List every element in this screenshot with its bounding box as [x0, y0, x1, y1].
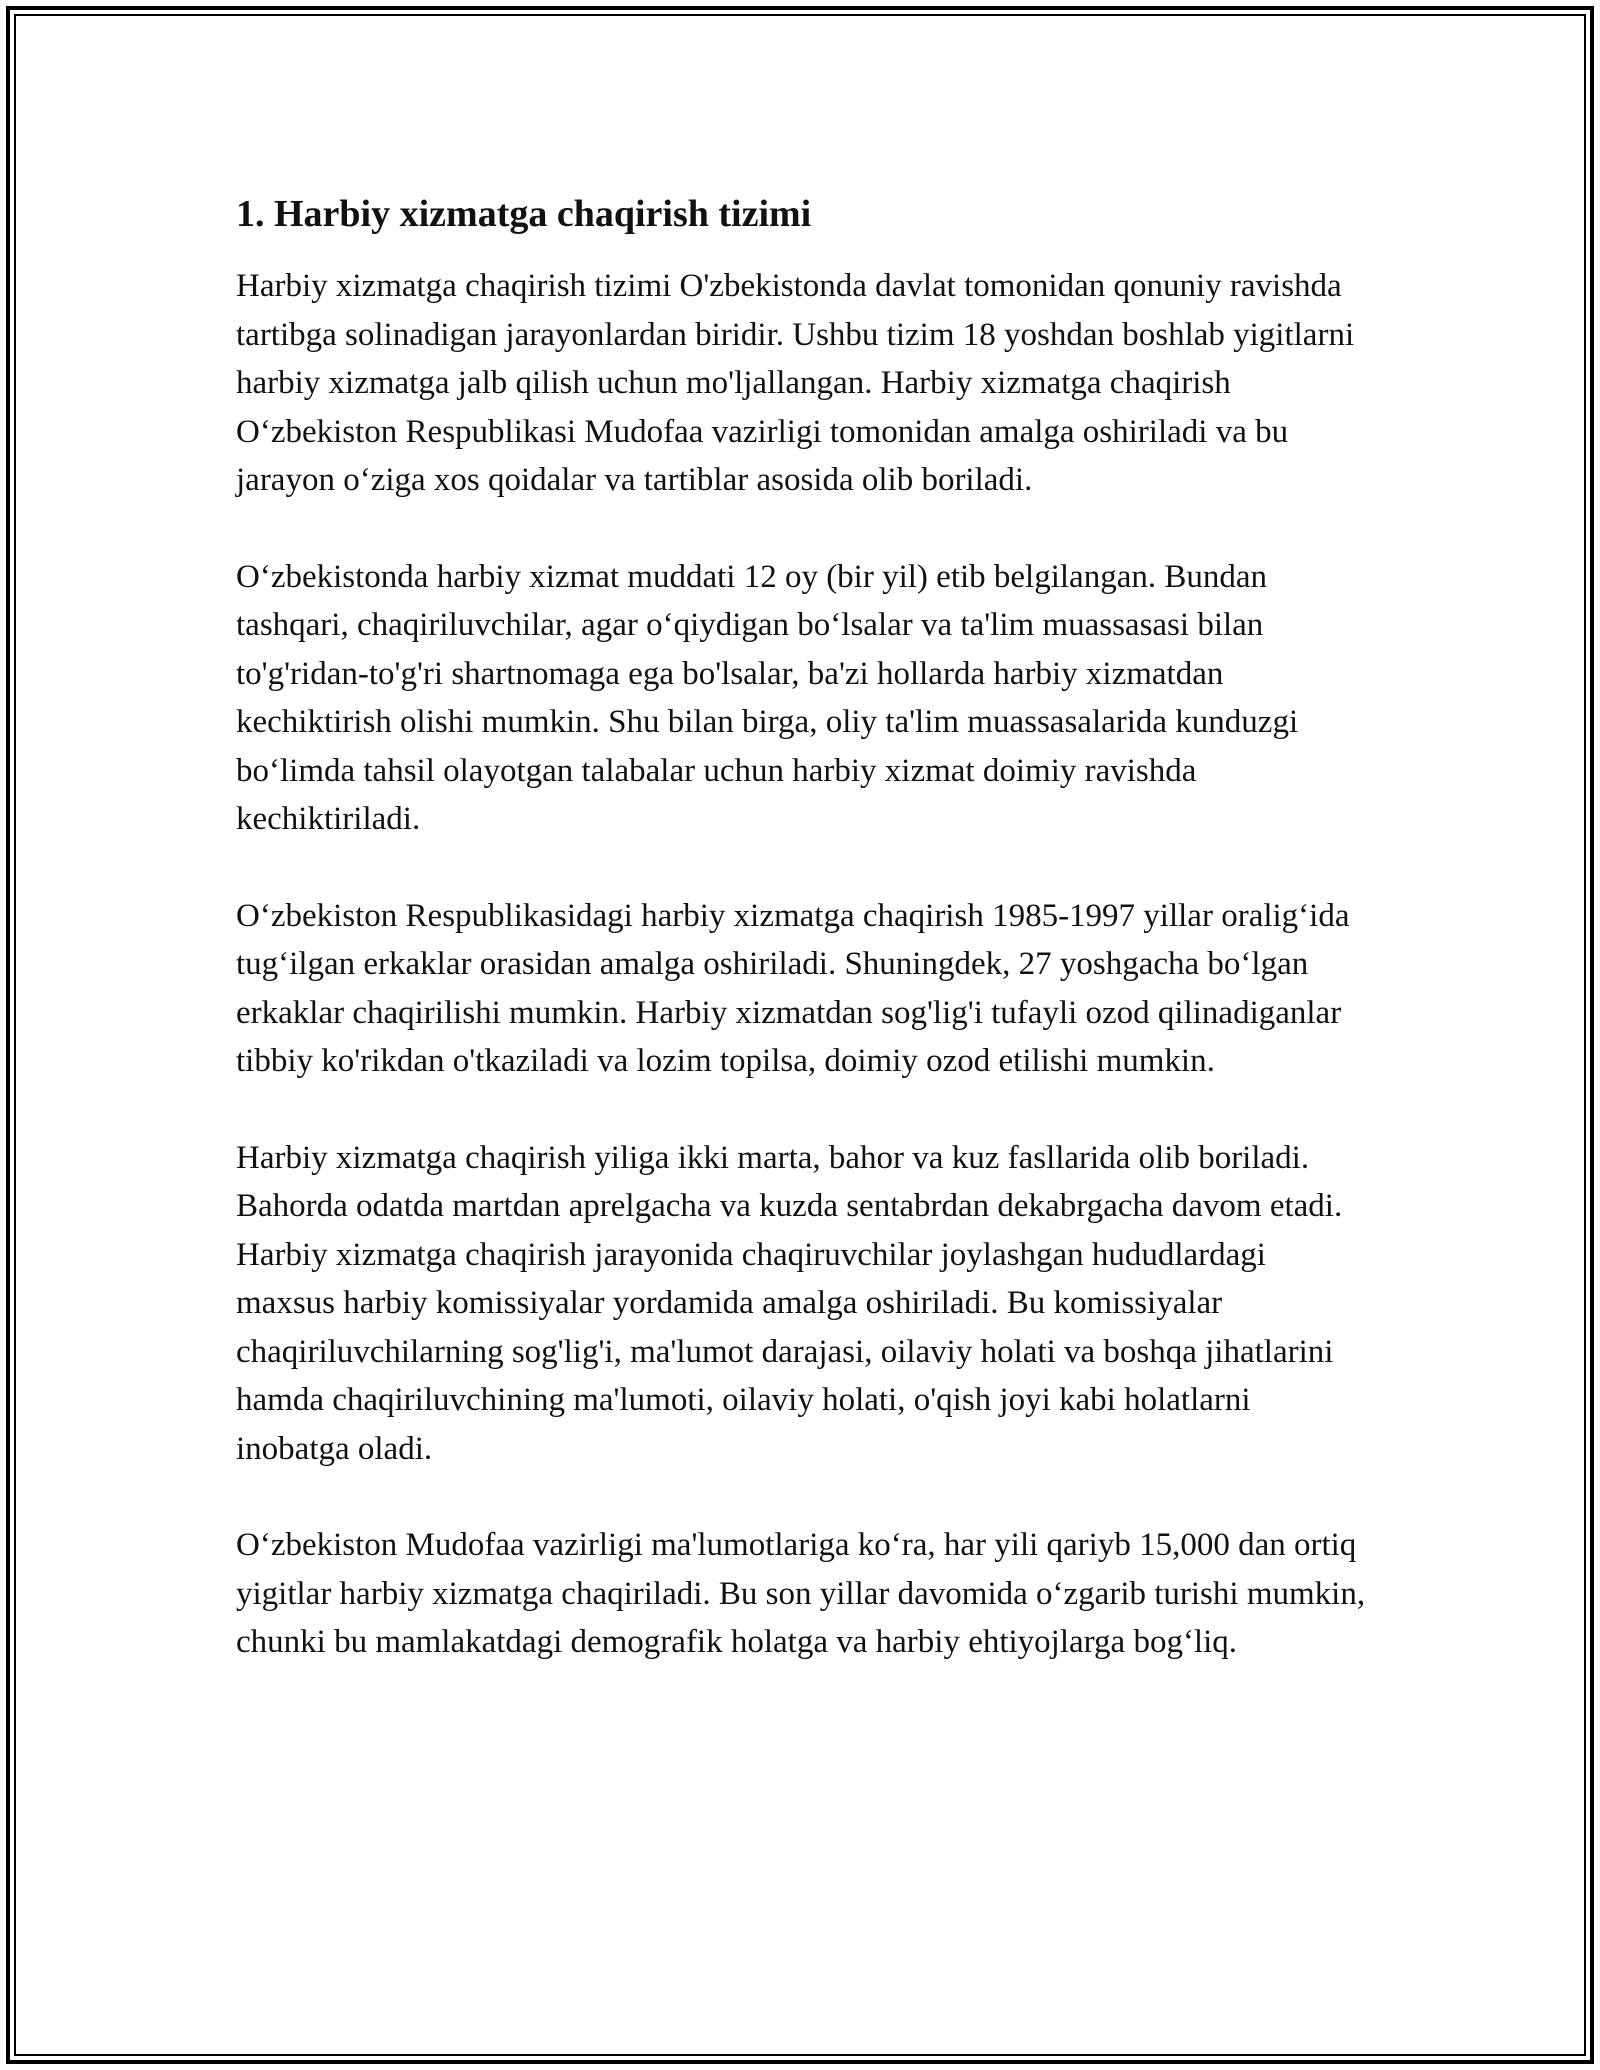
paragraph-1: Harbiy xizmatga chaqirish tizimi O'zbekistonda davlat tomonidan qonuniy ravishda tartibga solinadigan jarayonlardan biridir. Ushbu tizim 18 yoshdan boshlab yigitlarni harbiy xizmatga jalb qilish uchun mo'ljallangan. Harbiy xizmatga chaqirish O‘zbekiston Respublikasi Mudofaa vazirligi tomonidan amalga oshiriladi va bu jarayon o‘ziga xos qoidalar va tartiblar asosida olib boriladi. — [236, 268, 1355, 498]
paragraph-3: O‘zbekiston Respublikasidagi harbiy xizmatga chaqirish 1985-1997 yillar oralig‘ida tug‘ilgan erkaklar orasidan amalga oshiriladi. Shuningdek, 27 yoshgacha bo‘lgan erkaklar chaqirilishi mumkin. Harbiy xizmatdan sog'lig'i tufayli ozod qilinadiganlar tibbiy ko'rikdan o'tkaziladi va lozim topilsa, doimiy ozod etilishi mumkin. — [236, 897, 1350, 1079]
paragraph-4: Harbiy xizmatga chaqirish yiliga ikki marta, bahor va kuz fasllarida olib boriladi. Bahorda odatda martdan aprelgacha va kuzda sentabrdan dekabrgacha davom etadi. Harbiy xizmatga chaqirish jarayonida chaqiruvchilar joylashgan hududlardagi maxsus harbiy komissiyalar yordamida amalga oshiriladi. Bu komissiyalar chaqiriluvchilarning sog'lig'i, ma'lumot darajasi, oilaviy holati va boshqa jihatlarini hamda chaqiriluvchining ma'lumoti, oilaviy holati, o'qish joyi kabi holatlarni inobatga oladi. — [236, 1139, 1343, 1467]
section-heading: 1. Harbiy xizmatga chaqirish tizimi — [236, 193, 812, 235]
paragraph-2: O‘zbekistonda harbiy xizmat muddati 12 oy (bir yil) etib belgilangan. Bundan tashqari, chaqiriluvchilar, agar o‘qiydigan bo‘lsalar va ta'lim muassasasi bilan to'g'ridan-to'g'ri shartnomaga ega bo'lsalar, ba'zi hollarda harbiy xizmatdan kechiktirish olishi mumkin. Shu bilan birga, oliy ta'lim muassasalarida kunduzgi bo‘limda tahsil olayotgan talabalar uchun harbiy xizmat doimiy ravishda kechiktiriladi. — [236, 558, 1299, 837]
document-body — [236, 188, 1366, 1715]
paragraph-5: O‘zbekiston Mudofaa vazirligi ma'lumotlariga ko‘ra, har yili qariyb 15,000 dan ortiq yigitlar harbiy xizmatga chaqiriladi. Bu son yillar davomida o‘zgarib turishi mumkin, chunki bu mamlakatdagi demografik holatga va harbiy ehtiyojlarga bog‘liq. — [236, 1527, 1366, 1660]
